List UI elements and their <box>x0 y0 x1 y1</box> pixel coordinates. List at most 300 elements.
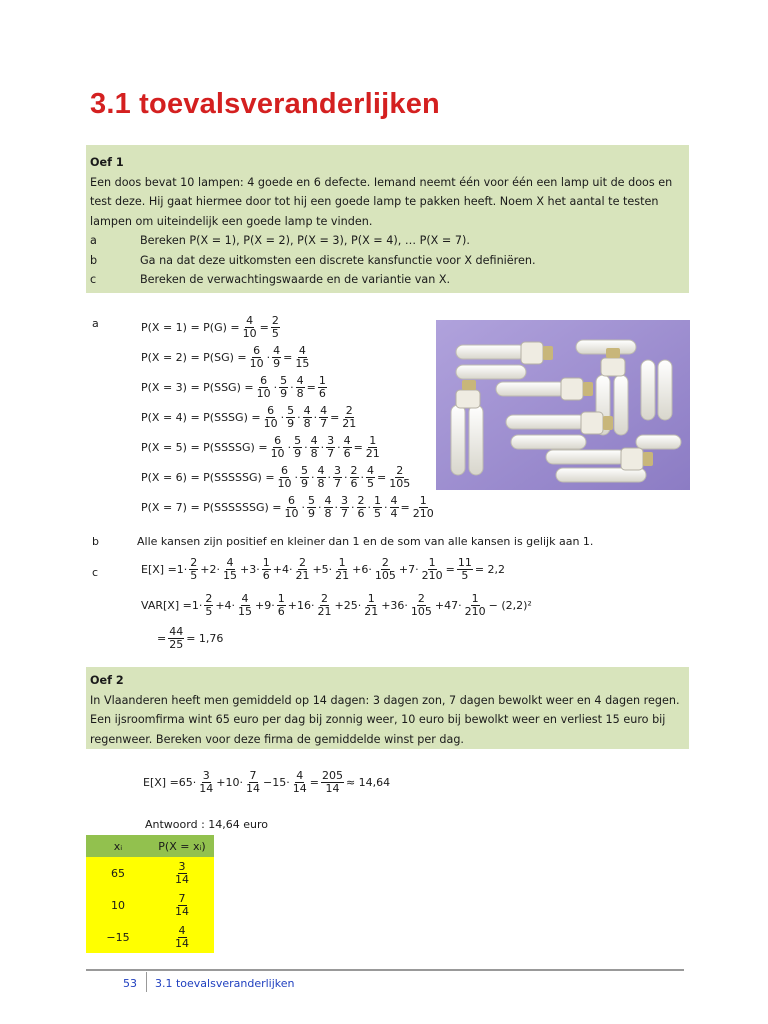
denominator: 9 <box>273 356 281 370</box>
footer-section-title: 3.1 toevalsveranderlijken <box>155 977 295 990</box>
numerator: 5 <box>308 493 316 507</box>
denominator: 7 <box>327 446 335 460</box>
fraction <box>310 435 319 460</box>
plus-sign: + <box>272 563 282 576</box>
exercise-2-text: In Vlaanderen heeft men gemiddeld op 14 dagen: 3 dagen zon, 7 dagen bewolkt weer en 4 dagen regen. Een ijsroomfirma wint 65 euro per dag bij zonnig weer, 10 euro bij bewolkt weer en verliest 15 euro bij regenweer. Bereken voor deze firma de gemiddelde winst per dag. <box>90 693 680 746</box>
numerator: 3 <box>178 859 186 873</box>
numerator: 6 <box>288 493 296 507</box>
times-dot: · <box>273 380 278 394</box>
x-value: 65 <box>86 857 150 889</box>
fraction <box>333 465 342 490</box>
numerator: 7 <box>249 769 257 782</box>
fraction <box>388 465 411 490</box>
fraction <box>245 770 261 795</box>
denominator: 8 <box>324 506 332 520</box>
plus-sign: + <box>334 599 344 612</box>
table-row <box>86 857 214 889</box>
expected-profit-equation <box>143 770 390 795</box>
times-dot: · <box>367 500 372 514</box>
equals-sign: = <box>445 563 455 576</box>
numerator: 5 <box>301 463 309 477</box>
numerator: 205 <box>321 769 343 782</box>
denominator: 10 <box>242 326 257 340</box>
denominator: 21 <box>317 605 332 618</box>
item-text: Bereken de verwachtingswaarde en de variantie van X. <box>140 273 451 286</box>
numerator: 2 <box>417 592 425 605</box>
equation-lhs: P(X = 3) = P(SSG) = <box>141 380 254 394</box>
probability-row <box>141 462 437 492</box>
numerator: 4 <box>310 433 318 447</box>
denominator: 9 <box>287 416 295 430</box>
fraction <box>300 465 309 490</box>
fraction <box>412 495 435 520</box>
fraction <box>341 405 357 430</box>
numerator: 4 <box>246 313 254 327</box>
fraction <box>270 435 286 460</box>
denominator: 9 <box>301 476 309 490</box>
fraction <box>294 345 310 370</box>
fraction <box>262 557 271 582</box>
expectation-equation <box>141 557 505 582</box>
numerator: 4 <box>317 463 325 477</box>
solution-b-text: Alle kansen zijn positief en kleiner dan 1 en de som van alle kansen is gelijk aan 1. <box>137 535 594 548</box>
fraction <box>271 315 280 340</box>
times-dot: · <box>320 440 325 454</box>
numerator: 4 <box>390 493 398 507</box>
denominator: 14 <box>175 872 189 886</box>
denominator: 14 <box>325 782 340 795</box>
numerator: 4 <box>320 403 328 417</box>
fraction <box>340 495 349 520</box>
denominator: 6 <box>262 569 270 582</box>
exercise-1-heading: Oef 1 <box>90 156 124 169</box>
denominator: 7 <box>334 476 342 490</box>
times-dot: · <box>290 380 294 394</box>
plus-sign: + <box>434 599 445 612</box>
denominator: 10 <box>263 416 278 430</box>
denominator: 8 <box>317 476 325 490</box>
numerator: 1 <box>419 493 427 507</box>
numerator: 11 <box>457 556 472 569</box>
fraction <box>365 435 381 460</box>
times-dot: · <box>327 470 332 484</box>
fraction <box>292 770 308 795</box>
denominator: 8 <box>296 386 304 400</box>
numerator: 1 <box>367 592 375 605</box>
equals-sign: = <box>400 500 410 514</box>
numerator: 2 <box>190 556 198 569</box>
coefficient: 1· <box>176 563 188 576</box>
denominator: 105 <box>389 476 411 490</box>
denominator: 8 <box>310 446 318 460</box>
coefficient: 25· <box>343 599 362 612</box>
denominator: 6 <box>277 605 285 618</box>
denominator: 10 <box>284 506 299 520</box>
fraction <box>174 893 190 918</box>
numerator: 2 <box>298 556 306 569</box>
numerator: 2 <box>357 493 365 507</box>
denominator: 210 <box>464 605 486 618</box>
fraction <box>296 375 305 400</box>
fraction <box>457 557 473 582</box>
fraction <box>410 593 433 618</box>
exercise-1-item-a <box>90 231 685 251</box>
numerator: 2 <box>271 313 279 327</box>
numerator: 4 <box>367 463 375 477</box>
numerator: 4 <box>324 493 332 507</box>
denominator: 5 <box>374 506 382 520</box>
denominator: 15 <box>238 605 253 618</box>
denominator: 6 <box>357 506 365 520</box>
coefficient: 4· <box>224 599 236 612</box>
times-dot: · <box>311 470 315 484</box>
equation-lhs: P(X = 7) = P(SSSSSSG) = <box>141 500 282 514</box>
fraction <box>222 557 238 582</box>
coefficient: 15· <box>272 776 290 789</box>
equals-sign: = <box>330 410 340 424</box>
equals-sign: = <box>306 380 316 394</box>
exercise-1-item-c <box>90 270 685 290</box>
denominator: 5 <box>461 569 469 582</box>
result-text: = 1,76 <box>186 632 224 645</box>
numerator: 6 <box>253 343 261 357</box>
fraction <box>324 495 333 520</box>
numerator: 4 <box>273 343 281 357</box>
denominator: 21 <box>342 416 357 430</box>
fraction <box>168 626 184 651</box>
plus-sign: + <box>352 563 362 576</box>
probability-row <box>141 312 437 342</box>
plus-sign: + <box>240 563 250 576</box>
exercise-2-heading: Oef 2 <box>90 674 124 687</box>
denominator: 5 <box>271 326 279 340</box>
numerator: 4 <box>178 923 186 937</box>
fraction <box>277 465 293 490</box>
denominator: 10 <box>270 446 285 460</box>
coefficient: 65· <box>178 776 197 789</box>
solution-a-equations <box>141 312 437 522</box>
fraction <box>464 593 487 618</box>
denominator: 21 <box>335 569 350 582</box>
probability-value <box>150 921 214 953</box>
denominator: 6 <box>318 386 326 400</box>
equals-sign: = <box>283 350 293 364</box>
plus-sign: + <box>255 599 265 612</box>
times-dot: · <box>351 500 355 514</box>
denominator: 5 <box>190 569 198 582</box>
fraction <box>284 495 300 520</box>
footer-divider <box>86 969 684 971</box>
equation-lhs: P(X = 6) = P(SSSSSG) = <box>141 470 275 484</box>
coefficient: 3· <box>249 563 260 576</box>
times-dot: · <box>313 410 318 424</box>
result-text: ≈ 14,64 <box>345 776 391 789</box>
times-dot: · <box>301 500 306 514</box>
denominator: 105 <box>410 605 432 618</box>
coefficient: 16· <box>296 599 315 612</box>
numerator: 4 <box>296 373 304 387</box>
exercise-1-text: Een doos bevat 10 lampen: 4 goede en 6 defecte. Iemand neemt één voor één een lamp uit de doos en test deze. Hij gaat hiermee door tot hij een goede lamp te pakken heeft. Noem X het aantal te testen lampen om uiteindelijk een goede lamp te vinden. <box>90 175 673 228</box>
denominator: 21 <box>365 446 380 460</box>
solution-c-label: c <box>92 566 99 579</box>
coefficient: 7· <box>408 563 419 576</box>
denominator: 5 <box>367 476 375 490</box>
numerator: 7 <box>178 891 186 905</box>
fraction <box>286 405 295 430</box>
table-row <box>86 921 214 953</box>
denominator: 14 <box>199 782 214 795</box>
fraction <box>174 861 190 886</box>
table-header-row <box>86 835 214 857</box>
fraction <box>277 593 286 618</box>
numerator: 6 <box>281 463 289 477</box>
result-text: = 2,2 <box>474 563 506 576</box>
numerator: 4 <box>298 343 306 357</box>
footer-separator <box>146 972 147 992</box>
numerator: 6 <box>260 373 268 387</box>
equals-sign: = <box>377 470 387 484</box>
numerator: 44 <box>169 625 184 638</box>
fraction <box>272 345 281 370</box>
fraction <box>279 375 288 400</box>
fraction <box>366 465 375 490</box>
item-label: b <box>90 253 98 267</box>
fraction <box>307 495 316 520</box>
page-number: 53 <box>123 977 137 990</box>
times-dot: · <box>334 500 339 514</box>
item-label: a <box>90 234 97 247</box>
probability-row <box>141 492 437 522</box>
fraction <box>326 435 335 460</box>
numerator: 2 <box>320 592 328 605</box>
times-dot: · <box>287 440 292 454</box>
denominator: 10 <box>249 356 264 370</box>
plus-sign: + <box>312 563 322 576</box>
numerator: 5 <box>287 403 295 417</box>
times-dot: · <box>266 350 271 364</box>
equation-lhs: P(X = 1) = P(G) = <box>141 320 240 334</box>
column-header: xᵢ <box>86 835 150 857</box>
numerator: 1 <box>338 556 346 569</box>
equation-lhs: VAR[X] = <box>141 599 192 612</box>
denominator: 4 <box>390 506 398 520</box>
numerator: 3 <box>202 769 210 782</box>
exercise-2-box <box>86 667 689 749</box>
fraction <box>390 495 399 520</box>
operator: = <box>309 776 319 789</box>
equals-sign: = <box>157 632 167 645</box>
coefficient: 9· <box>264 599 275 612</box>
coefficient: 1· <box>191 599 203 612</box>
x-value: −15 <box>86 921 150 953</box>
fraction <box>317 465 326 490</box>
denominator: 21 <box>295 569 310 582</box>
denominator: 14 <box>292 782 307 795</box>
times-dot: · <box>294 470 299 484</box>
plus-sign: + <box>215 599 225 612</box>
equation-lhs: E[X] = <box>143 776 179 789</box>
fraction <box>316 593 332 618</box>
probability-value <box>150 889 214 921</box>
numerator: 2 <box>345 403 353 417</box>
variance-result <box>157 626 223 651</box>
fraction <box>350 465 359 490</box>
answer-text: Antwoord : 14,64 euro <box>145 818 269 831</box>
coefficient: 5· <box>321 563 333 576</box>
equation-lhs: P(X = 2) = P(SG) = <box>141 350 247 364</box>
fraction <box>357 495 366 520</box>
item-label: c <box>90 273 97 286</box>
denominator: 10 <box>277 476 292 490</box>
exercise-1-item-b <box>90 251 685 271</box>
equation-lhs: P(X = 5) = P(SSSSG) = <box>141 440 268 454</box>
fraction <box>343 435 352 460</box>
numerator: 1 <box>369 433 377 447</box>
numerator: 5 <box>280 373 288 387</box>
numerator: 3 <box>334 463 342 477</box>
numerator: 6 <box>267 403 275 417</box>
times-dot: · <box>304 440 308 454</box>
denominator: 21 <box>364 605 379 618</box>
numerator: 6 <box>274 433 282 447</box>
numerator: 1 <box>277 592 285 605</box>
numerator: 4 <box>296 769 304 782</box>
fraction <box>263 405 279 430</box>
fraction <box>421 557 444 582</box>
denominator: 9 <box>308 506 316 520</box>
denominator: 6 <box>350 476 358 490</box>
denominator: 14 <box>175 936 189 950</box>
plus-sign: + <box>381 599 391 612</box>
denominator: 7 <box>320 416 328 430</box>
solution-a-label: a <box>92 317 99 330</box>
item-text: Ga na dat deze uitkomsten een discrete kansfunctie voor X definiëren. <box>140 253 536 267</box>
numerator: 2 <box>205 592 213 605</box>
fraction <box>249 345 265 370</box>
equation-lhs: P(X = 4) = P(SSSG) = <box>141 410 261 424</box>
fraction <box>174 925 190 950</box>
plus-sign: + <box>200 563 210 576</box>
fraction <box>319 405 328 430</box>
denominator: 10 <box>256 386 271 400</box>
times-dot: · <box>344 470 348 484</box>
numerator: 3 <box>341 493 349 507</box>
numerator: 4 <box>241 592 249 605</box>
denominator: 15 <box>295 356 310 370</box>
numerator: 1 <box>374 493 382 507</box>
probability-row <box>141 372 437 402</box>
denominator: 5 <box>205 605 213 618</box>
coefficient: 36· <box>390 599 408 612</box>
result-text: − (2,2)² <box>488 599 532 612</box>
denominator: 6 <box>343 446 351 460</box>
fraction <box>293 435 302 460</box>
fraction <box>363 593 379 618</box>
denominator: 14 <box>175 904 189 918</box>
fraction <box>204 593 213 618</box>
equals-sign: = <box>259 320 269 334</box>
probability-value <box>150 857 214 889</box>
numerator: 1 <box>318 373 326 387</box>
fraction <box>303 405 312 430</box>
coefficient: 10· <box>225 776 244 789</box>
numerator: 1 <box>428 556 436 569</box>
fraction <box>237 593 253 618</box>
numerator: 2 <box>350 463 358 477</box>
numerator: 1 <box>471 592 479 605</box>
probability-row <box>141 342 437 372</box>
x-value: 10 <box>86 889 150 921</box>
exercise-1-box <box>86 145 689 293</box>
fraction <box>321 770 344 795</box>
numerator: 4 <box>303 403 311 417</box>
fraction <box>318 375 327 400</box>
numerator: 5 <box>294 433 302 447</box>
numerator: 3 <box>327 433 335 447</box>
coefficient: 4· <box>281 563 293 576</box>
times-dot: · <box>384 500 388 514</box>
fraction <box>198 770 214 795</box>
distribution-table <box>86 835 214 953</box>
fraction <box>373 495 382 520</box>
operator: + <box>216 776 226 789</box>
operator: − <box>263 776 273 789</box>
denominator: 105 <box>374 569 396 582</box>
numerator: 2 <box>381 556 389 569</box>
denominator: 25 <box>169 638 184 651</box>
solution-b-label: b <box>92 535 99 548</box>
fraction <box>374 557 397 582</box>
denominator: 210 <box>421 569 443 582</box>
numerator: 2 <box>396 463 404 477</box>
coefficient: 47· <box>444 599 462 612</box>
denominator: 7 <box>341 506 349 520</box>
denominator: 9 <box>294 446 302 460</box>
numerator: 4 <box>343 433 351 447</box>
denominator: 15 <box>223 569 238 582</box>
energy-saving-lamps-photo <box>436 320 690 490</box>
fraction <box>242 315 258 340</box>
plus-sign: + <box>398 563 409 576</box>
fraction <box>334 557 350 582</box>
numerator: 4 <box>226 556 234 569</box>
denominator: 9 <box>280 386 288 400</box>
fraction <box>189 557 198 582</box>
probability-row <box>141 402 437 432</box>
fraction <box>256 375 272 400</box>
numerator: 1 <box>262 556 270 569</box>
times-dot: · <box>360 470 365 484</box>
plus-sign: + <box>287 599 297 612</box>
coefficient: 6· <box>361 563 372 576</box>
times-dot: · <box>280 410 285 424</box>
page-title: 3.1 toevalsveranderlijken <box>90 88 440 120</box>
fraction <box>294 557 310 582</box>
denominator: 210 <box>412 506 434 520</box>
item-text: Bereken P(X = 1), P(X = 2), P(X = 3), P(X = 4), … P(X = 7). <box>140 234 470 247</box>
equation-lhs: E[X] = <box>141 563 177 576</box>
coefficient: 2· <box>209 563 221 576</box>
times-dot: · <box>297 410 301 424</box>
column-header: P(X = xᵢ) <box>150 835 214 857</box>
times-dot: · <box>318 500 322 514</box>
denominator: 8 <box>303 416 311 430</box>
probability-row <box>141 432 437 462</box>
denominator: 14 <box>246 782 261 795</box>
equals-sign: = <box>353 440 363 454</box>
table-row <box>86 889 214 921</box>
variance-equation <box>141 593 532 618</box>
